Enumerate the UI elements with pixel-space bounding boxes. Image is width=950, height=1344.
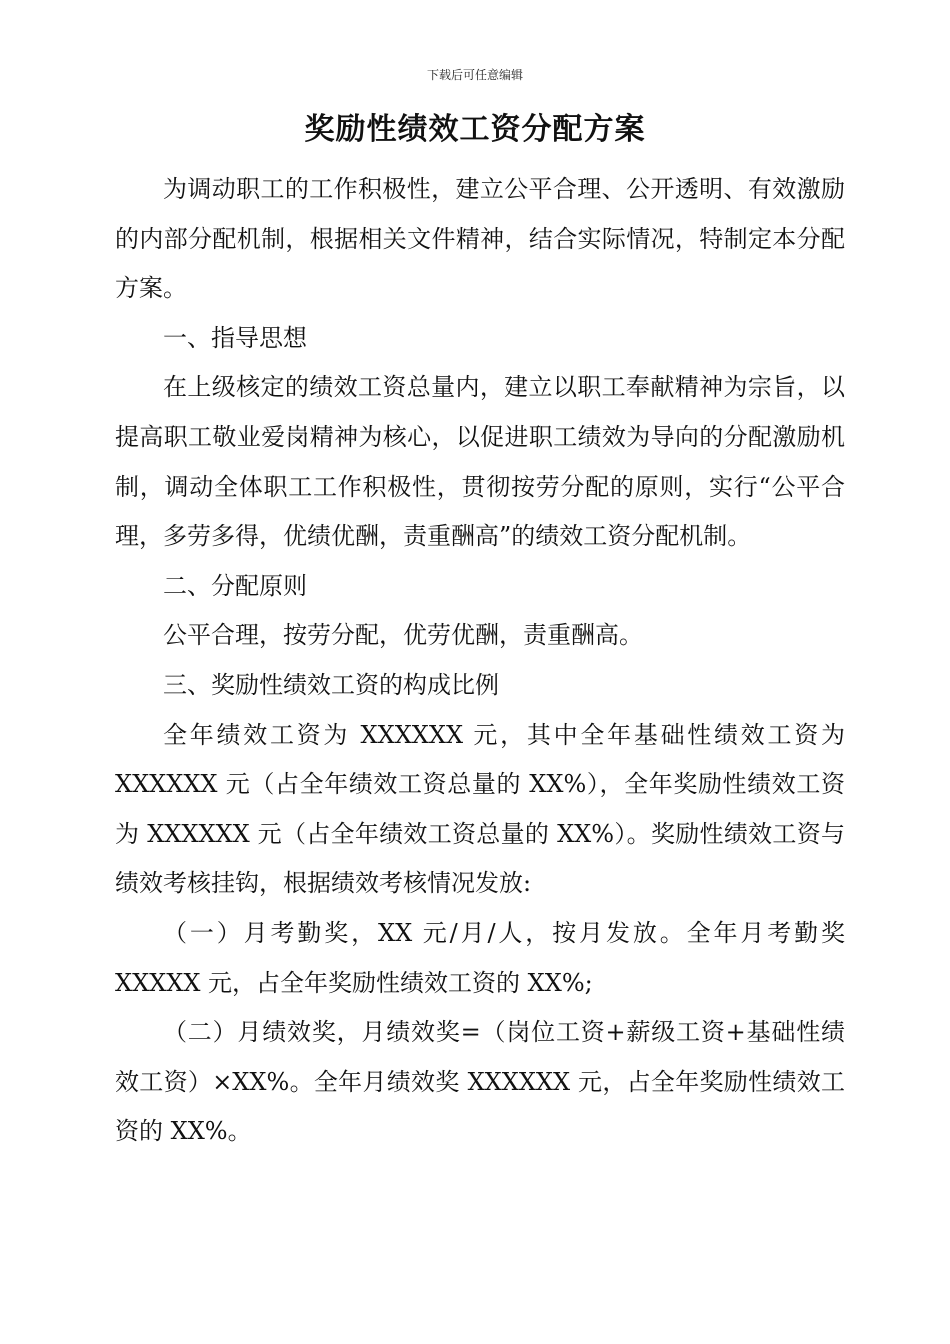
section-heading-distribution-principles: 二、分配原则: [163, 571, 307, 600]
intro-paragraph: 为调动职工的工作积极性，建立公平合理、公开透明、有效激励的内部分配机制，根据相关文件精神，结合实际情况，特制定本分配方案。: [115, 175, 845, 303]
list-item-performance-bonus: （二）月绩效奖，月绩效奖=（岗位工资+薪级工资+基础性绩效工资）×XX%。全年月绩效奖 XXXXXX 元，占全年奖励性绩效工资的 XX%。: [115, 1018, 845, 1146]
section-body-distribution-principles: 公平合理，按劳分配，优劳优酬，责重酬高。: [163, 621, 643, 650]
document-body: [115, 165, 845, 1157]
section-heading-composition-ratio: 三、奖励性绩效工资的构成比例: [163, 670, 499, 699]
section-body-guiding-ideology: 在上级核定的绩效工资总量内，建立以职工奉献精神为宗旨，以提高职工敬业爱岗精神为核心，以促进职工绩效为导向的分配激励机制，调动全体职工工作积极性，贯彻按劳分配的原则，实行“公平合理，多劳多得，优绩优酬，责重酬高”的绩效工资分配机制。: [115, 373, 845, 551]
document-title: 奖励性绩效工资分配方案: [304, 112, 646, 147]
section-heading-guiding-ideology: 一、指导思想: [163, 323, 307, 352]
list-item-attendance-bonus: （一）月考勤奖，XX 元/月/人，按月发放。全年月考勤奖 XXXXX 元，占全年奖励性绩效工资的 XX%;: [115, 918, 845, 997]
section-body-composition-ratio: 全年绩效工资为 XXXXXX 元，其中全年基础性绩效工资为 XXXXXX 元（占全年绩效工资总量的 XX%），全年奖励性绩效工资为 XXXXXX 元（占全年绩效工资总量的 XX%）。奖励性绩效工资与绩效考核挂钩，根据绩效考核情况发放:: [115, 720, 845, 898]
header-note: 下载后可任意编辑: [426, 68, 523, 82]
